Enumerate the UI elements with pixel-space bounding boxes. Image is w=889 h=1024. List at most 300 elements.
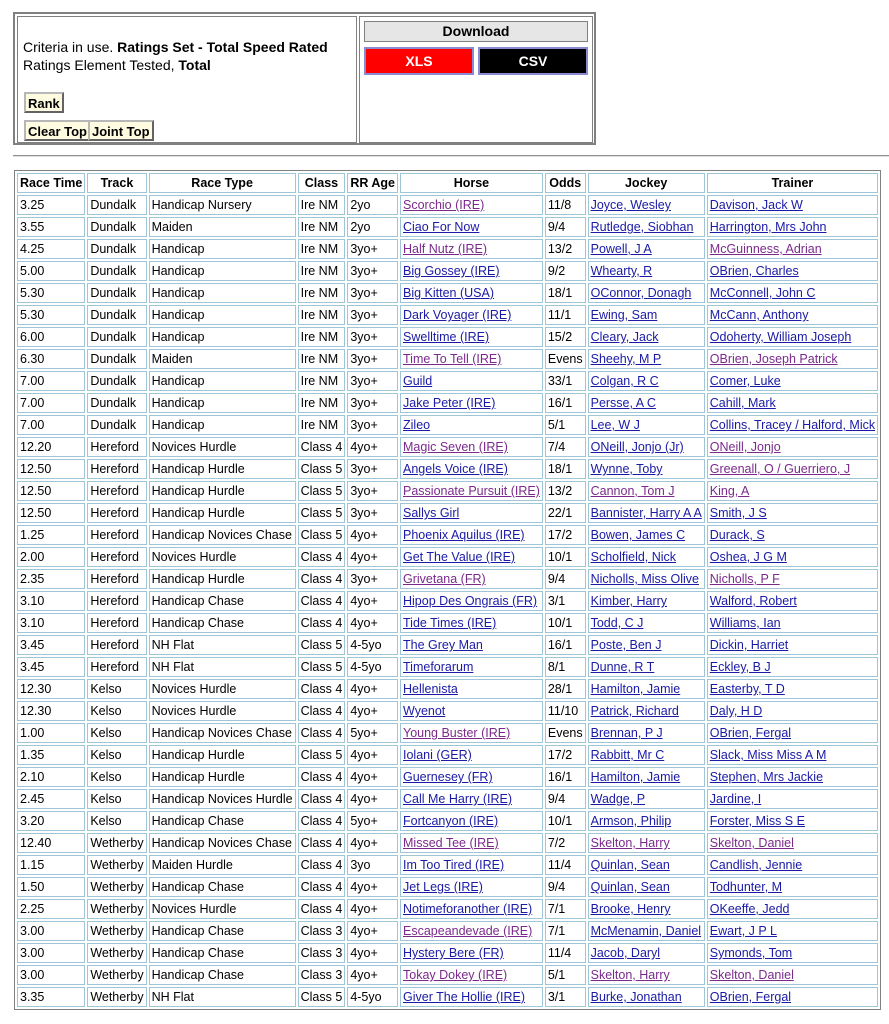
jockey-link[interactable]: Skelton, Harry	[590, 836, 670, 850]
cell-jockey	[588, 635, 705, 655]
trainer-link[interactable]: OBrien, Joseph Patrick	[709, 352, 838, 366]
jockey-link[interactable]: Poste, Ben J	[590, 638, 662, 652]
trainer-link[interactable]: Cahill, Mark	[709, 396, 776, 410]
cell-track: Wetherby	[87, 921, 146, 941]
jockey-link[interactable]: Bowen, James C	[590, 528, 686, 542]
trainer-link[interactable]: McConnell, John C	[709, 286, 816, 300]
trainer-link[interactable]: Skelton, Daniel	[709, 836, 794, 850]
cell-race-time: 1.50	[17, 877, 85, 897]
cell-trainer	[707, 789, 878, 809]
cell-trainer	[707, 239, 878, 259]
table-row	[17, 393, 878, 413]
trainer-link[interactable]: Walford, Robert	[709, 594, 797, 608]
cell-race-type: Handicap Hurdle	[149, 767, 296, 787]
cell-race-type: NH Flat	[149, 987, 296, 1007]
horse-link[interactable]: Jet Legs (IRE)	[403, 880, 483, 894]
cell-jockey	[588, 503, 705, 523]
horse-link[interactable]: Swelltime (IRE)	[403, 330, 490, 344]
cell-rr-age: 3yo+	[347, 261, 398, 281]
cell-rr-age: 3yo+	[347, 305, 398, 325]
column-header-race-time: Race Time	[17, 173, 85, 193]
trainer-link[interactable]: Nicholls, P F	[709, 572, 780, 586]
jockey-link[interactable]: Brennan, P J	[590, 726, 663, 740]
cell-rr-age: 5yo+	[347, 723, 398, 743]
cell-trainer	[707, 591, 878, 611]
cell-rr-age: 4yo+	[347, 437, 398, 457]
cell-rr-age: 3yo+	[347, 415, 398, 435]
trainer-link[interactable]: Jardine, I	[709, 792, 762, 806]
cell-track: Kelso	[87, 679, 146, 699]
horse-link[interactable]: Guild	[403, 374, 433, 388]
cell-horse	[400, 833, 543, 853]
cell-class: Class 5	[298, 635, 346, 655]
jockey-link[interactable]: Bannister, Harry A A	[590, 506, 702, 520]
cell-jockey	[588, 569, 705, 589]
cell-jockey	[588, 261, 705, 281]
cell-class: Class 5	[298, 481, 346, 501]
cell-horse	[400, 987, 543, 1007]
cell-horse	[400, 657, 543, 677]
cell-race-type: Handicap	[149, 261, 296, 281]
jockey-link[interactable]: Burke, Jonathan	[590, 990, 682, 1004]
jockey-link[interactable]: Todd, C J	[590, 616, 644, 630]
horse-link[interactable]: Zileo	[403, 418, 431, 432]
cell-race-time: 1.15	[17, 855, 85, 875]
horse-link[interactable]: Timeforarum	[403, 660, 474, 674]
cell-horse	[400, 393, 543, 413]
trainer-link[interactable]: OKeeffe, Jedd	[709, 902, 790, 916]
jockey-link[interactable]: Powell, J A	[590, 242, 652, 256]
cell-odds: Evens	[545, 723, 586, 743]
cell-rr-age: 4yo+	[347, 943, 398, 963]
jockey-link[interactable]: Hamilton, Jamie	[590, 682, 681, 696]
trainer-link[interactable]: Comer, Luke	[709, 374, 781, 388]
cell-class: Class 4	[298, 723, 346, 743]
cell-race-time: 5.30	[17, 305, 85, 325]
cell-track: Dundalk	[87, 327, 146, 347]
table-row	[17, 943, 878, 963]
horse-link[interactable]: Guernesey (FR)	[403, 770, 493, 784]
trainer-link[interactable]: ONeill, Jonjo	[709, 440, 781, 454]
cell-track: Hereford	[87, 591, 146, 611]
jockey-link[interactable]: Lee, W J	[590, 418, 640, 432]
cell-jockey	[588, 239, 705, 259]
cell-race-time: 12.40	[17, 833, 85, 853]
cell-trainer	[707, 547, 878, 567]
horse-link[interactable]: Passionate Pursuit (IRE)	[403, 484, 540, 498]
cell-trainer	[707, 855, 878, 875]
cell-jockey	[588, 547, 705, 567]
cell-odds: 22/1	[545, 503, 586, 523]
cell-race-type: Novices Hurdle	[149, 899, 296, 919]
cell-race-time: 5.00	[17, 261, 85, 281]
jockey-link[interactable]: Brooke, Henry	[590, 902, 671, 916]
jockey-link[interactable]: Whearty, R	[590, 264, 653, 278]
cell-class: Class 4	[298, 877, 346, 897]
cell-race-type: Handicap Hurdle	[149, 459, 296, 479]
horse-link[interactable]: Magic Seven (IRE)	[403, 440, 508, 454]
cell-trainer	[707, 723, 878, 743]
download-panel	[359, 16, 593, 143]
cell-trainer	[707, 305, 878, 325]
cell-track: Kelso	[87, 811, 146, 831]
cell-race-time: 6.00	[17, 327, 85, 347]
cell-track: Kelso	[87, 767, 146, 787]
criteria-text	[23, 38, 328, 74]
horse-link[interactable]: Time To Tell (IRE)	[403, 352, 502, 366]
jockey-link[interactable]: Skelton, Harry	[590, 968, 670, 982]
column-header-jockey: Jockey	[588, 173, 705, 193]
jockey-link[interactable]: Armson, Philip	[590, 814, 672, 828]
cell-race-type: Handicap	[149, 415, 296, 435]
trainer-link[interactable]: Dickin, Harriet	[709, 638, 789, 652]
cell-class: Class 4	[298, 833, 346, 853]
cell-race-type: Maiden	[149, 349, 296, 369]
horse-link[interactable]: Iolani (GER)	[403, 748, 472, 762]
cell-race-type: Handicap Chase	[149, 965, 296, 985]
table-row	[17, 239, 878, 259]
cell-race-type: Novices Hurdle	[149, 547, 296, 567]
cell-odds: 11/4	[545, 943, 586, 963]
cell-horse	[400, 525, 543, 545]
cell-horse	[400, 569, 543, 589]
cell-jockey	[588, 657, 705, 677]
jockey-link[interactable]: Nicholls, Miss Olive	[590, 572, 699, 586]
cell-class: Class 5	[298, 459, 346, 479]
trainer-link[interactable]: Oshea, J G M	[709, 550, 787, 564]
trainer-link[interactable]: Smith, J S	[709, 506, 767, 520]
jockey-link[interactable]: Rabbitt, Mr C	[590, 748, 665, 762]
table-row	[17, 547, 878, 567]
horse-link[interactable]: Ciao For Now	[403, 220, 480, 234]
cell-class: Ire NM	[298, 305, 346, 325]
cell-rr-age: 3yo+	[347, 503, 398, 523]
trainer-link[interactable]: Ewart, J P L	[709, 924, 777, 938]
cell-track: Dundalk	[87, 217, 146, 237]
cell-race-type: Handicap	[149, 239, 296, 259]
trainer-link[interactable]: Easterby, T D	[709, 682, 785, 696]
cell-race-time: 6.30	[17, 349, 85, 369]
cell-race-type: Handicap	[149, 371, 296, 391]
cell-odds: 3/1	[545, 987, 586, 1007]
table-row	[17, 415, 878, 435]
cell-horse	[400, 613, 543, 633]
trainer-link[interactable]: Durack, S	[709, 528, 765, 542]
cell-rr-age: 4yo+	[347, 679, 398, 699]
clear-top-button[interactable]: Clear Top	[24, 120, 91, 141]
horse-link[interactable]: Tokay Dokey (IRE)	[403, 968, 508, 982]
cell-trainer	[707, 481, 878, 501]
cell-rr-age: 3yo+	[347, 481, 398, 501]
cell-race-type: Handicap Chase	[149, 877, 296, 897]
cell-odds: 28/1	[545, 679, 586, 699]
cell-jockey	[588, 305, 705, 325]
horse-link[interactable]: Half Nutz (IRE)	[403, 242, 488, 256]
xls-download-button[interactable]: XLS	[364, 47, 474, 75]
trainer-link[interactable]: Daly, H D	[709, 704, 763, 718]
cell-trainer	[707, 349, 878, 369]
horse-link[interactable]: Young Buster (IRE)	[403, 726, 511, 740]
cell-race-time: 3.25	[17, 195, 85, 215]
cell-odds: 16/1	[545, 767, 586, 787]
cell-jockey	[588, 217, 705, 237]
table-row	[17, 855, 878, 875]
cell-race-time: 3.20	[17, 811, 85, 831]
cell-class: Class 4	[298, 613, 346, 633]
cell-horse	[400, 437, 543, 457]
horse-link[interactable]: Jake Peter (IRE)	[403, 396, 496, 410]
cell-horse	[400, 481, 543, 501]
cell-race-time: 1.35	[17, 745, 85, 765]
jockey-link[interactable]: Wynne, Toby	[590, 462, 663, 476]
cell-odds: 7/2	[545, 833, 586, 853]
cell-track: Wetherby	[87, 833, 146, 853]
horse-link[interactable]: Missed Tee (IRE)	[403, 836, 499, 850]
cell-rr-age: 4yo+	[347, 701, 398, 721]
trainer-link[interactable]: Symonds, Tom	[709, 946, 793, 960]
horse-link[interactable]: Fortcanyon (IRE)	[403, 814, 499, 828]
cell-horse	[400, 305, 543, 325]
trainer-link[interactable]: Forster, Miss S E	[709, 814, 805, 828]
jockey-link[interactable]: Quinlan, Sean	[590, 880, 670, 894]
cell-trainer	[707, 965, 878, 985]
cell-jockey	[588, 349, 705, 369]
horse-link[interactable]: Angels Voice (IRE)	[403, 462, 508, 476]
cell-rr-age: 4yo+	[347, 745, 398, 765]
jockey-link[interactable]: ONeill, Jonjo (Jr)	[590, 440, 684, 454]
cell-odds: 33/1	[545, 371, 586, 391]
horse-link[interactable]: The Grey Man	[403, 638, 483, 652]
jockey-link[interactable]: McMenamin, Daniel	[590, 924, 702, 938]
cell-class: Class 5	[298, 657, 346, 677]
cell-track: Dundalk	[87, 239, 146, 259]
horse-link[interactable]: Big Gossey (IRE)	[403, 264, 500, 278]
cell-trainer	[707, 899, 878, 919]
horse-link[interactable]: Sallys Girl	[403, 506, 460, 520]
column-header-track: Track	[87, 173, 146, 193]
horse-link[interactable]: Notimeforanother (IRE)	[403, 902, 533, 916]
cell-horse	[400, 877, 543, 897]
cell-class: Class 5	[298, 745, 346, 765]
cell-trainer	[707, 987, 878, 1007]
table-row	[17, 745, 878, 765]
cell-class: Class 4	[298, 811, 346, 831]
trainer-link[interactable]: King, A	[709, 484, 750, 498]
download-label: Download	[364, 21, 588, 42]
cell-track: Hereford	[87, 525, 146, 545]
cell-class: Class 4	[298, 679, 346, 699]
cell-class: Class 4	[298, 701, 346, 721]
trainer-link[interactable]: Odoherty, William Joseph	[709, 330, 852, 344]
results-table	[14, 170, 881, 1010]
table-row	[17, 459, 878, 479]
cell-odds: 8/1	[545, 657, 586, 677]
cell-rr-age: 2yo	[347, 195, 398, 215]
trainer-link[interactable]: Harrington, Mrs John	[709, 220, 827, 234]
cell-race-type: Handicap Novices Chase	[149, 833, 296, 853]
jockey-link[interactable]: Patrick, Richard	[590, 704, 679, 718]
table-row	[17, 503, 878, 523]
cell-rr-age: 4yo+	[347, 591, 398, 611]
cell-track: Hereford	[87, 503, 146, 523]
table-row	[17, 877, 878, 897]
cell-trainer	[707, 921, 878, 941]
cell-track: Dundalk	[87, 195, 146, 215]
cell-odds: 11/10	[545, 701, 586, 721]
cell-odds: 7/4	[545, 437, 586, 457]
table-row	[17, 591, 878, 611]
cell-horse	[400, 767, 543, 787]
jockey-link[interactable]: Cannon, Tom J	[590, 484, 675, 498]
cell-track: Dundalk	[87, 305, 146, 325]
trainer-link[interactable]: McGuinness, Adrian	[709, 242, 822, 256]
cell-track: Kelso	[87, 701, 146, 721]
jockey-link[interactable]: Hamilton, Jamie	[590, 770, 681, 784]
horse-link[interactable]: Giver The Hollie (IRE)	[403, 990, 526, 1004]
cell-track: Dundalk	[87, 393, 146, 413]
horse-link[interactable]: Im Too Tired (IRE)	[403, 858, 505, 872]
cell-trainer	[707, 613, 878, 633]
cell-horse	[400, 811, 543, 831]
cell-jockey	[588, 591, 705, 611]
cell-class: Class 5	[298, 503, 346, 523]
horse-link[interactable]: Grivetana (FR)	[403, 572, 486, 586]
jockey-link[interactable]: Persse, A C	[590, 396, 656, 410]
trainer-link[interactable]: Williams, Ian	[709, 616, 781, 630]
cell-trainer	[707, 327, 878, 347]
cell-race-type: Handicap Chase	[149, 943, 296, 963]
jockey-link[interactable]: Rutledge, Siobhan	[590, 220, 694, 234]
cell-class: Class 4	[298, 767, 346, 787]
cell-rr-age: 4-5yo	[347, 635, 398, 655]
horse-link[interactable]: Hipop Des Ongrais (FR)	[403, 594, 538, 608]
cell-race-time: 3.45	[17, 635, 85, 655]
rank-button[interactable]: Rank	[24, 92, 64, 113]
trainer-link[interactable]: Todhunter, M	[709, 880, 783, 894]
jockey-link[interactable]: Joyce, Wesley	[590, 198, 671, 212]
cell-race-time: 12.30	[17, 679, 85, 699]
horse-link[interactable]: Dark Voyager (IRE)	[403, 308, 512, 322]
horse-link[interactable]: Hellenista	[403, 682, 458, 696]
cell-odds: 5/1	[545, 965, 586, 985]
cell-trainer	[707, 877, 878, 897]
cell-race-type: Novices Hurdle	[149, 679, 296, 699]
csv-download-button[interactable]: CSV	[478, 47, 588, 75]
cell-odds: 9/4	[545, 217, 586, 237]
jockey-link[interactable]: OConnor, Donagh	[590, 286, 692, 300]
cell-class: Class 4	[298, 437, 346, 457]
cell-race-time: 3.10	[17, 591, 85, 611]
trainer-link[interactable]: Greenall, O / Guerriero, J	[709, 462, 851, 476]
cell-race-time: 3.00	[17, 943, 85, 963]
horse-link[interactable]: Get The Value (IRE)	[403, 550, 516, 564]
trainer-link[interactable]: OBrien, Fergal	[709, 990, 792, 1004]
horse-link[interactable]: Call Me Harry (IRE)	[403, 792, 513, 806]
cell-odds: 11/1	[545, 305, 586, 325]
table-row	[17, 921, 878, 941]
trainer-link[interactable]: Davison, Jack W	[709, 198, 803, 212]
cell-horse	[400, 899, 543, 919]
trainer-link[interactable]: OBrien, Charles	[709, 264, 799, 278]
cell-rr-age: 4yo+	[347, 833, 398, 853]
cell-race-time: 2.35	[17, 569, 85, 589]
cell-jockey	[588, 833, 705, 853]
cell-class: Class 4	[298, 591, 346, 611]
cell-race-type: Handicap Chase	[149, 591, 296, 611]
cell-class: Ire NM	[298, 239, 346, 259]
cell-track: Wetherby	[87, 987, 146, 1007]
jockey-link[interactable]: Quinlan, Sean	[590, 858, 670, 872]
cell-jockey	[588, 613, 705, 633]
jockey-link[interactable]: Colgan, R C	[590, 374, 659, 388]
jockey-link[interactable]: Cleary, Jack	[590, 330, 659, 344]
trainer-link[interactable]: Candlish, Jennie	[709, 858, 803, 872]
cell-race-time: 3.35	[17, 987, 85, 1007]
cell-odds: 10/1	[545, 613, 586, 633]
jockey-link[interactable]: Kimber, Harry	[590, 594, 668, 608]
cell-odds: 3/1	[545, 591, 586, 611]
jockey-link[interactable]: Sheehy, M P	[590, 352, 662, 366]
cell-trainer	[707, 943, 878, 963]
jockey-link[interactable]: Scholfield, Nick	[590, 550, 677, 564]
cell-odds: 10/1	[545, 811, 586, 831]
criteria-box	[17, 16, 357, 143]
cell-track: Dundalk	[87, 349, 146, 369]
trainer-link[interactable]: Stephen, Mrs Jackie	[709, 770, 824, 784]
cell-rr-age: 2yo	[347, 217, 398, 237]
trainer-link[interactable]: Slack, Miss Miss A M	[709, 748, 827, 762]
jockey-link[interactable]: Dunne, R T	[590, 660, 655, 674]
cell-race-time: 2.00	[17, 547, 85, 567]
cell-track: Hereford	[87, 613, 146, 633]
horse-link[interactable]: Hystery Bere (FR)	[403, 946, 504, 960]
trainer-link[interactable]: McCann, Anthony	[709, 308, 809, 322]
cell-race-time: 1.00	[17, 723, 85, 743]
jockey-link[interactable]: Ewing, Sam	[590, 308, 658, 322]
joint-top-button[interactable]: Joint Top	[88, 120, 154, 141]
horse-link[interactable]: Tide Times (IRE)	[403, 616, 497, 630]
jockey-link[interactable]: Jacob, Daryl	[590, 946, 661, 960]
cell-odds: 9/4	[545, 877, 586, 897]
cell-trainer	[707, 657, 878, 677]
cell-race-time: 12.50	[17, 503, 85, 523]
trainer-link[interactable]: Skelton, Daniel	[709, 968, 794, 982]
jockey-link[interactable]: Wadge, P	[590, 792, 646, 806]
horse-link[interactable]: Escapeandevade (IRE)	[403, 924, 533, 938]
horse-link[interactable]: Scorchio (IRE)	[403, 198, 485, 212]
horse-link[interactable]: Big Kitten (USA)	[403, 286, 495, 300]
cell-trainer	[707, 459, 878, 479]
cell-jockey	[588, 701, 705, 721]
cell-track: Wetherby	[87, 899, 146, 919]
cell-horse	[400, 635, 543, 655]
table-row	[17, 679, 878, 699]
cell-trainer	[707, 217, 878, 237]
trainer-link[interactable]: Collins, Tracey / Halford, Mick	[709, 418, 876, 432]
horse-link[interactable]: Wyenot	[403, 704, 446, 718]
horse-link[interactable]: Phoenix Aquilus (IRE)	[403, 528, 525, 542]
cell-class: Class 4	[298, 547, 346, 567]
cell-rr-age: 4yo+	[347, 613, 398, 633]
cell-rr-age: 4yo+	[347, 767, 398, 787]
table-row	[17, 349, 878, 369]
cell-horse	[400, 459, 543, 479]
cell-class: Ire NM	[298, 371, 346, 391]
ratings-element-label: Ratings Element Tested,	[23, 57, 175, 73]
trainer-link[interactable]: Eckley, B J	[709, 660, 771, 674]
trainer-link[interactable]: OBrien, Fergal	[709, 726, 792, 740]
cell-jockey	[588, 811, 705, 831]
